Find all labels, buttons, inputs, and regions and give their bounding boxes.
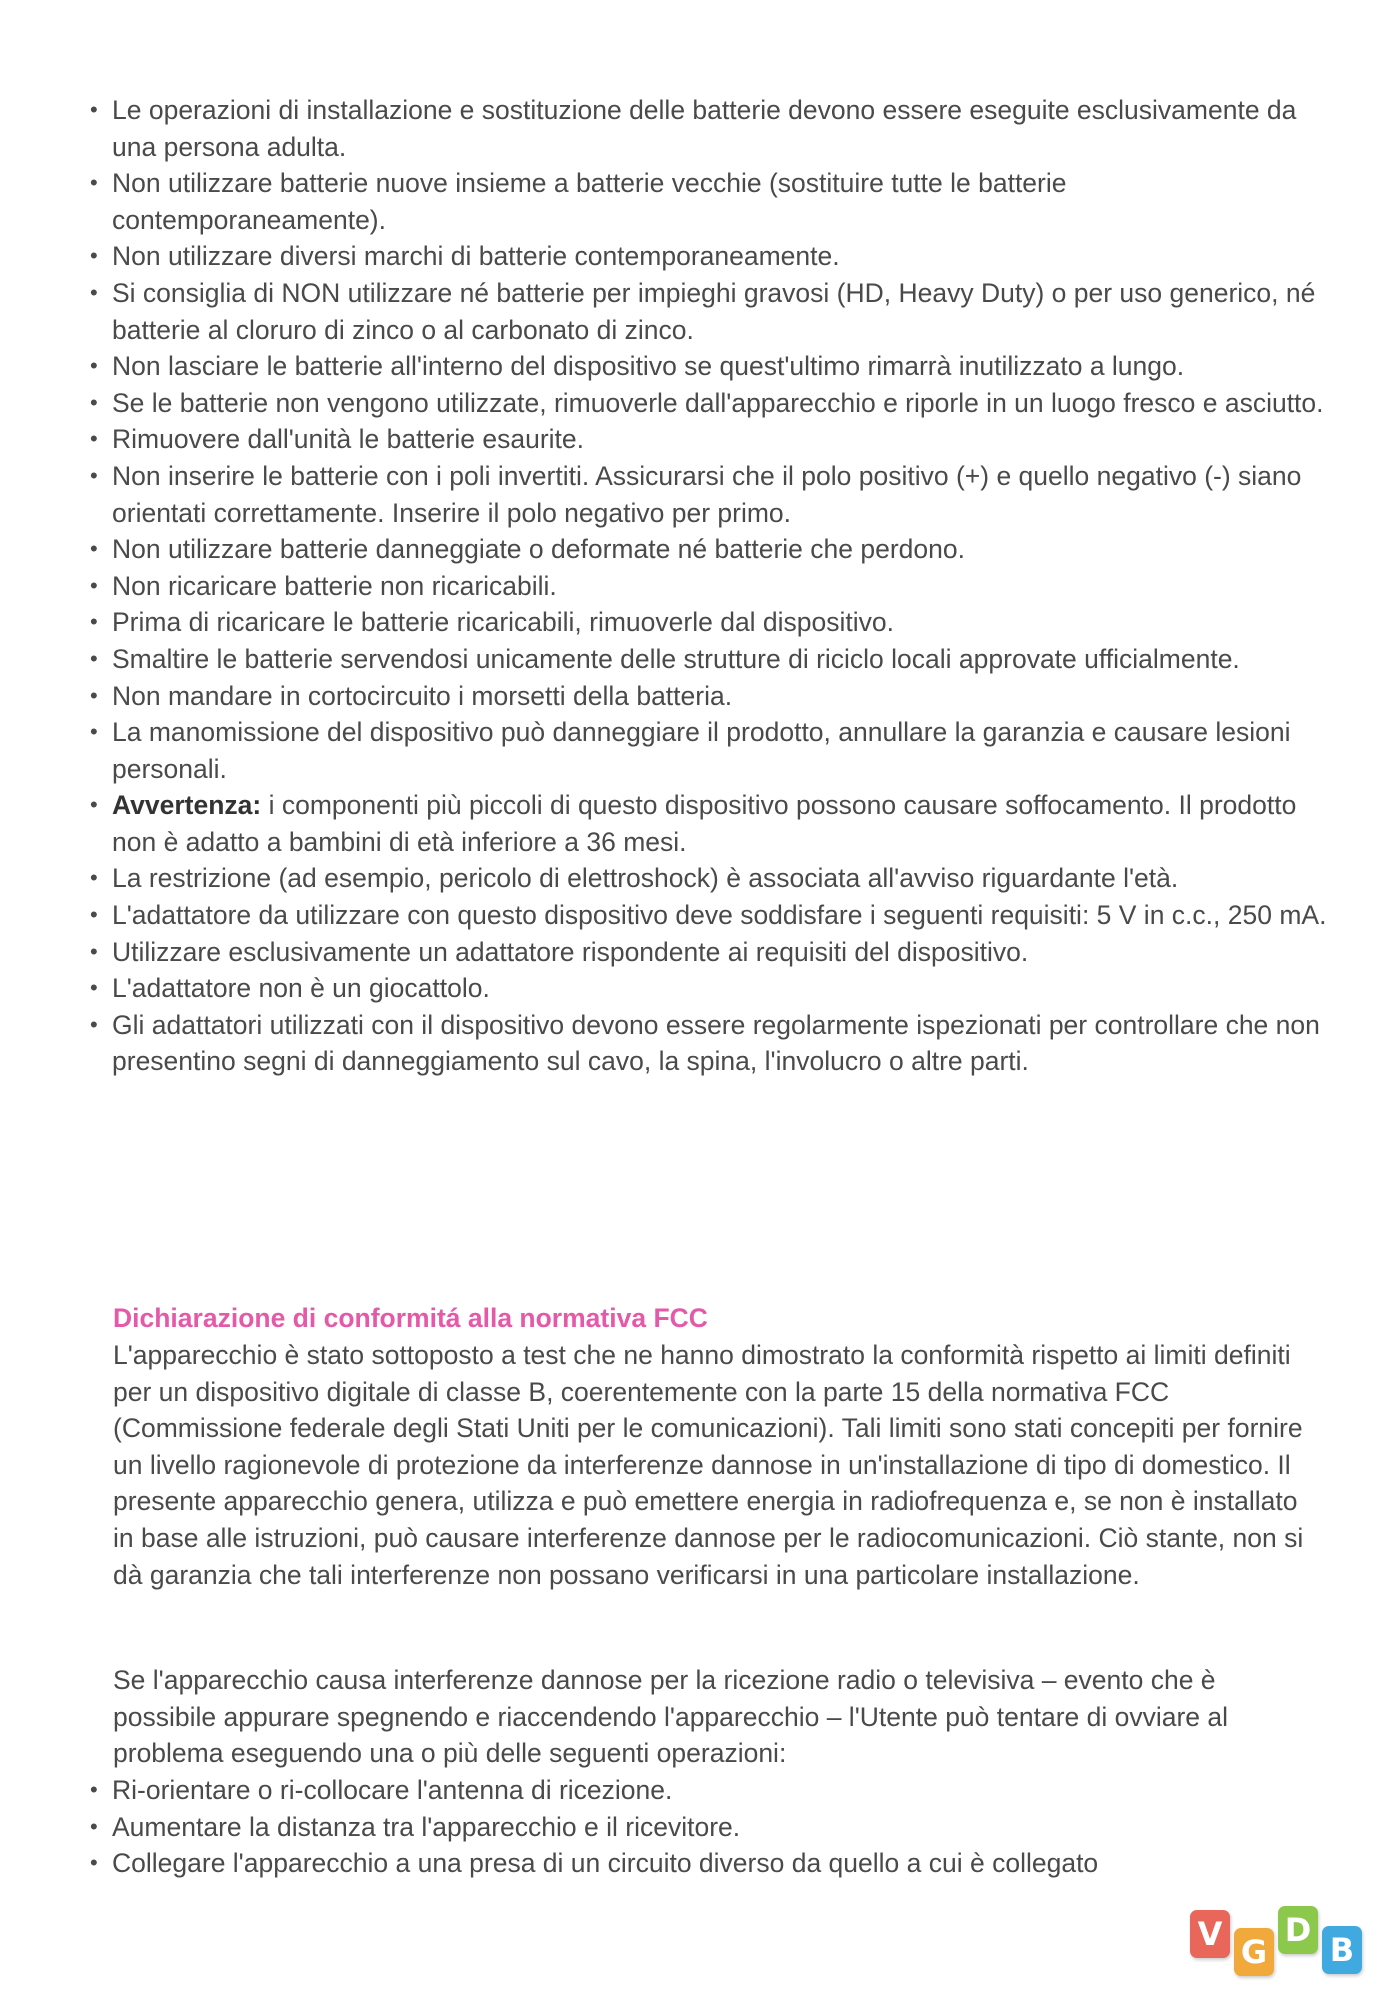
list-item (88, 714, 1328, 787)
list-item (88, 787, 1328, 860)
bullet-dot: • (90, 609, 98, 635)
bullet-dot: • (90, 1813, 98, 1839)
fcc-heading: Dichiarazione di conformitá alla normativa FCC (113, 1303, 708, 1333)
bullet-dot: • (90, 645, 98, 671)
logo-tile: V (1190, 1910, 1230, 1958)
fcc-bullet-list (88, 1772, 1328, 1882)
list-item (88, 531, 1328, 568)
list-item (88, 568, 1328, 605)
list-item (88, 1845, 1328, 1882)
warning-lead: Avvertenza: (112, 790, 262, 821)
list-item (88, 92, 1328, 165)
list-item (88, 1809, 1328, 1846)
bullet-dot: • (90, 865, 98, 891)
list-item-text: Prima di ricaricare le batterie ricaricabili, rimuoverle dal dispositivo. (112, 607, 895, 638)
list-item-text: Non inserire le batterie con i poli invertiti. Assicurarsi che il polo positivo (+) e quello negativo (-) siano orientati correttamente. Inserire il polo negativo per primo. (112, 460, 1302, 528)
list-item-text: Non utilizzare batterie nuove insieme a batterie vecchie (sostituire tutte le batterie contemporaneamente). (112, 168, 1067, 235)
bullet-dot: • (90, 97, 98, 122)
bullet-dot: • (90, 170, 98, 196)
list-item (88, 860, 1328, 897)
list-item-text: Non ricaricare batterie non ricaricabili. (112, 570, 557, 601)
bullet-dot: • (90, 902, 98, 928)
bullet-dot: • (90, 389, 98, 415)
logo-tile: G (1234, 1928, 1274, 1976)
bullet-dot: • (90, 792, 98, 818)
bullet-dot: • (90, 1011, 98, 1037)
bullet-dot: • (90, 682, 98, 708)
list-item-text: Utilizzare esclusivamente un adattatore rispondente ai requisiti del dispositivo. (112, 936, 1029, 967)
safety-bullet-list (88, 92, 1328, 1080)
list-item (88, 348, 1328, 385)
list-item-text: La restrizione (ad esempio, pericolo di elettroshock) è associata all'avviso riguardante l'età. (112, 863, 1179, 894)
list-item (88, 604, 1328, 641)
list-item-text: L'adattatore da utilizzare con questo dispositivo deve soddisfare i seguenti requisiti: 5 V in c.c., 250 mA. (112, 900, 1327, 931)
list-item-text: Le operazioni di installazione e sostituzione delle batterie devono essere eseguite esclusivamente da una persona adulta. (112, 95, 1297, 162)
list-item-text: Non utilizzare batterie danneggiate o deformate né batterie che perdono. (112, 534, 965, 565)
list-item-text: Ri-orientare o ri-collocare l'antenna di ricezione. (112, 1775, 673, 1805)
list-item (88, 897, 1328, 934)
list-item-text: L'adattatore non è un giocattolo. (112, 973, 490, 1004)
bullet-dot: • (90, 1850, 98, 1876)
list-item-text: Non utilizzare diversi marchi di batterie contemporaneamente. (112, 241, 840, 272)
list-item-text: La manomissione del dispositivo può danneggiare il prodotto, annullare la garanzia e causare lesioni personali. (112, 717, 1291, 784)
list-item-text: Si consiglia di NON utilizzare né batterie per impieghi gravosi (HD, Heavy Duty) o per uso generico, né batterie al cloruro di zinco o al carbonato di zinco. (112, 277, 1316, 345)
bullet-dot: • (90, 572, 98, 598)
list-item (88, 165, 1328, 238)
list-item-text: Smaltire le batterie servendosi unicamente delle strutture di riciclo locali approvate ufficialmente. (112, 643, 1240, 674)
bullet-dot: • (90, 536, 98, 562)
list-item-text: Se le batterie non vengono utilizzate, rimuoverle dall'apparecchio e riporle in un luogo fresco e asciutto. (112, 387, 1324, 418)
list-item-text: Rimuovere dall'unità le batterie esaurite. (112, 424, 585, 455)
list-item (88, 238, 1328, 275)
list-item (88, 934, 1328, 971)
list-item (88, 1772, 1328, 1809)
bullet-dot: • (90, 426, 98, 452)
vgdb-logo (1190, 1906, 1380, 1982)
bullet-dot: • (90, 1777, 98, 1802)
list-item-text: Aumentare la distanza tra l'apparecchio e il ricevitore. (112, 1811, 741, 1842)
list-item-text: Gli adattatori utilizzati con il dispositivo devono essere regolarmente ispezionati per controllare che non presentino segni di danneggiamento sul cavo, la spina, l'involucro o altre parti. (112, 1009, 1320, 1077)
fcc-paragraph-2: Se l'apparecchio causa interferenze dannose per la ricezione radio o televisiva – evento che è possibile appurare spegnendo e riaccendendo l'apparecchio – l'Utente può tentare di ovviare al problema eseguendo una o più delle seguenti operazioni: (113, 1665, 1229, 1769)
bullet-dot: • (90, 975, 98, 1001)
list-item (88, 678, 1328, 715)
bullet-dot: • (90, 938, 98, 964)
list-item-text: i componenti più piccoli di questo dispositivo possono causare soffocamento. Il prodotto non è adatto a bambini di età inferiore a 36 mesi. (112, 790, 1297, 857)
bullet-dot: • (90, 719, 98, 745)
bullet-dot: • (90, 243, 98, 269)
bullet-dot: • (90, 462, 98, 488)
bullet-dot: • (90, 353, 98, 379)
bullet-dot: • (90, 279, 98, 305)
fcc-paragraph-1: L'apparecchio è stato sottoposto a test che ne hanno dimostrato la conformità rispetto ai limiti definiti per un dispositivo digitale di classe B, coerentemente con la parte 15 della normativa FCC (Commissione federale degli Stati Uniti per le comunicazioni). Tali limiti sono stati concepiti per fornire un livello ragionevole di protezione da interferenze dannose in un'installazione di tipo di domestico. Il presente apparecchio genera, utilizza e può emettere energia in radiofrequenza e, se non è installato in base alle istruzioni, può causare interferenze dannose per le radiocomunicazioni. Ciò stante, non si dà garanzia che tali interferenze non possano verificarsi in una particolare installazione. (113, 1340, 1304, 1590)
logo-tile: B (1322, 1926, 1362, 1974)
list-item (88, 275, 1328, 348)
list-item (88, 970, 1328, 1007)
list-item (88, 421, 1328, 458)
list-item-text: Non lasciare le batterie all'interno del dispositivo se quest'ultimo rimarrà inutilizzato a lungo. (112, 351, 1185, 382)
list-item-text: Collegare l'apparecchio a una presa di un circuito diverso da quello a cui è collegato (112, 1848, 1099, 1879)
list-item-text: Non mandare in cortocircuito i morsetti della batteria. (112, 680, 733, 711)
list-item (88, 385, 1328, 422)
list-item (88, 458, 1328, 531)
list-item (88, 1007, 1328, 1080)
logo-tile: D (1278, 1906, 1318, 1954)
list-item (88, 641, 1328, 678)
